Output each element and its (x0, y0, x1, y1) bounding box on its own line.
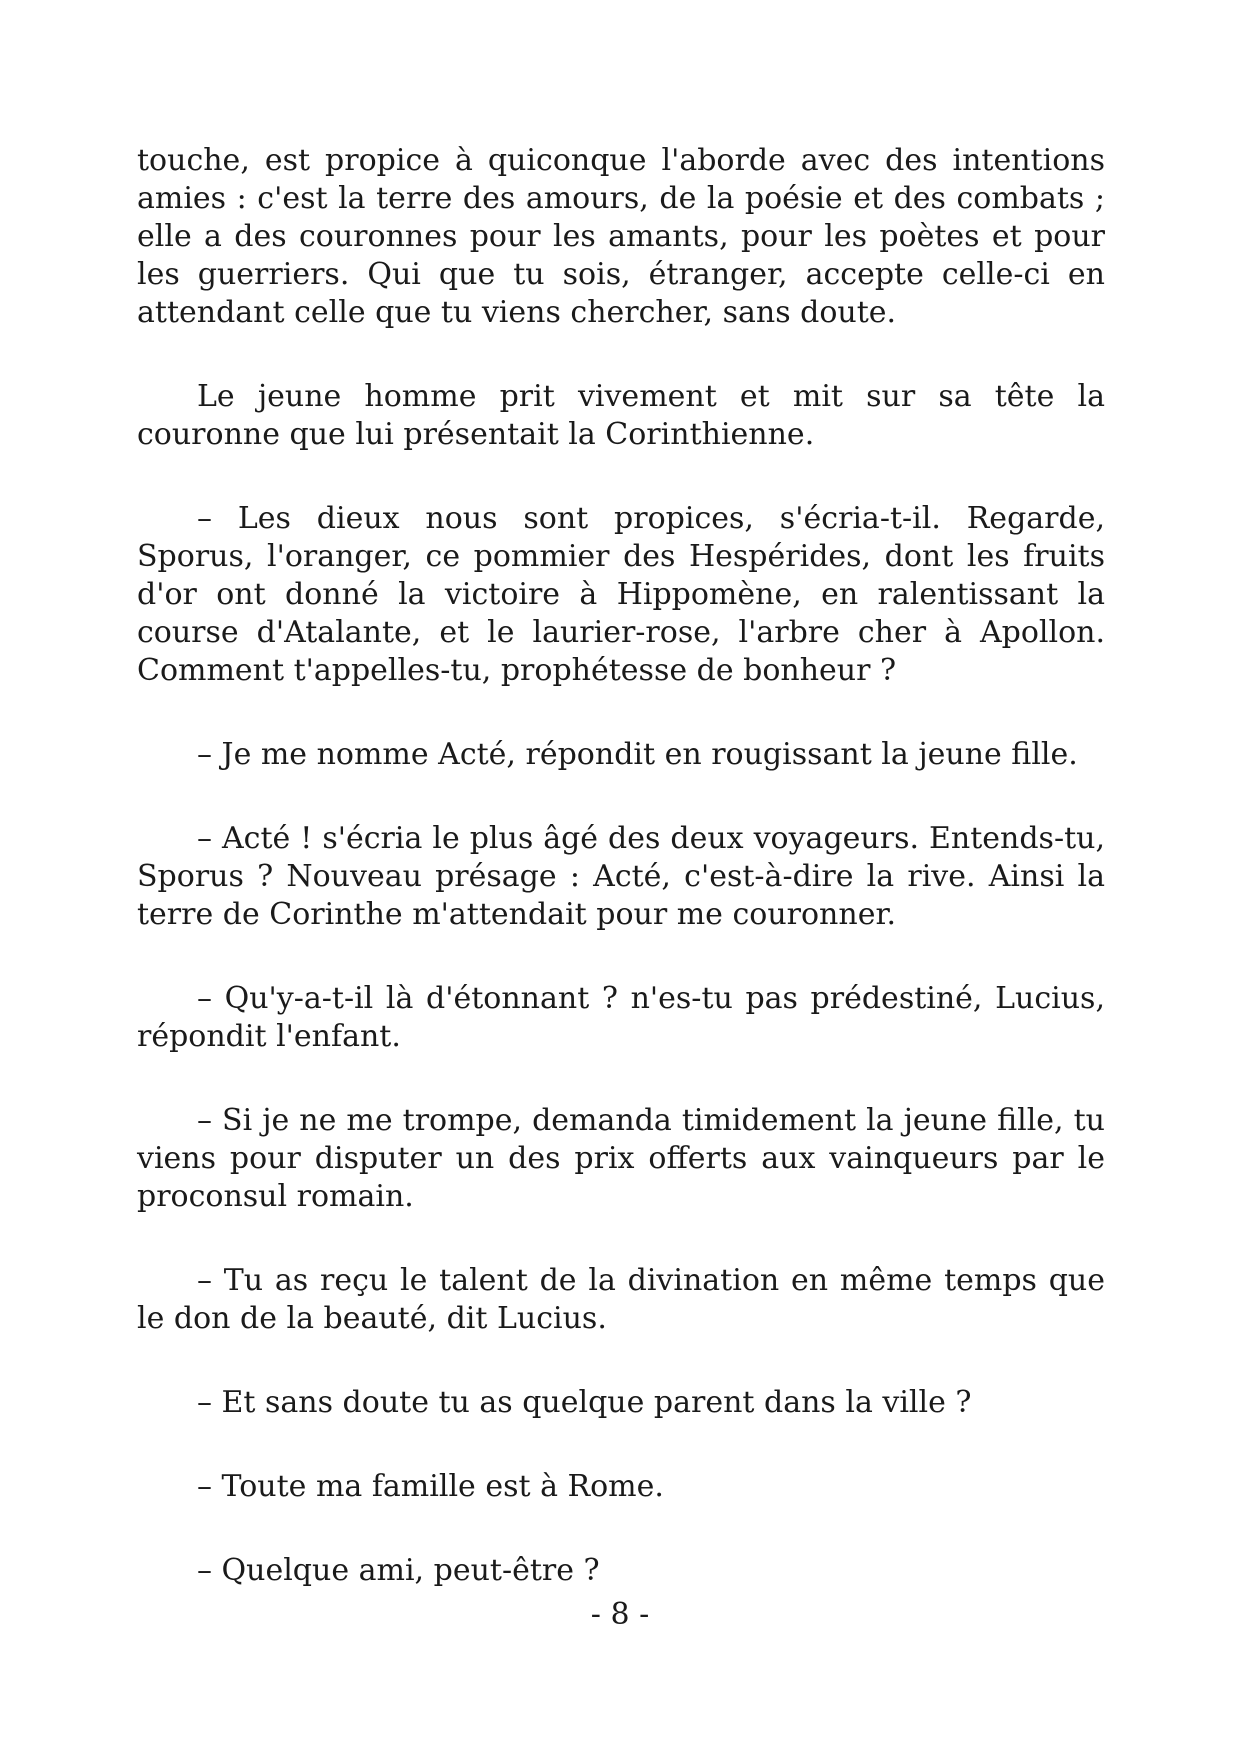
dialogue-paragraph: – Et sans doute tu as quelque parent dans la ville ? (197, 1385, 972, 1420)
body-text (137, 142, 1105, 1636)
paragraph: Le jeune homme prit vivement et mit sur sa tête la couronne que lui présentait la Corinthienne. (137, 379, 1105, 452)
paragraph-continuation: touche, est propice à quiconque l'aborde avec des intentions amies : c'est la terre des amours, de la poésie et des combats ; elle a des couronnes pour les amants, pour les poètes et pour les guerriers. Qui que tu sois, étranger, accepte celle-ci en attendant celle que tu viens chercher, sans doute. (137, 143, 1105, 330)
dialogue-paragraph: – Acté ! s'écria le plus âgé des deux voyageurs. Entends-tu, Sporus ? Nouveau présage : Acté, c'est-à-dire la rive. Ainsi la terre de Corinthe m'attendait pour me couronner. (137, 821, 1105, 932)
dialogue-paragraph: – Qu'y-a-t-il là d'étonnant ? n'es-tu pas prédestiné, Lucius, répondit l'enfant. (137, 981, 1105, 1054)
page-number: - 8 - (590, 1597, 650, 1632)
dialogue-paragraph: – Je me nomme Acté, répondit en rougissant la jeune fille. (197, 737, 1078, 772)
dialogue-paragraph: – Tu as reçu le talent de la divination en même temps que le don de la beauté, dit Lucius. (137, 1263, 1105, 1336)
dialogue-paragraph: – Quelque ami, peut-être ? (197, 1553, 600, 1588)
dialogue-paragraph: – Les dieux nous sont propices, s'écria-t-il. Regarde, Sporus, l'oranger, ce pommier des Hespérides, dont les fruits d'or ont donné la victoire à Hippomène, en ralentissant la course d'Atalante, et le laurier-rose, l'arbre cher à Apollon. Comment t'appelles-tu, prophétesse de bonheur ? (137, 501, 1105, 688)
dialogue-paragraph: – Toute ma famille est à Rome. (197, 1469, 664, 1504)
dialogue-paragraph: – Si je ne me trompe, demanda timidement la jeune fille, tu viens pour disputer un des prix offerts aux vainqueurs par le proconsul romain. (137, 1103, 1105, 1214)
